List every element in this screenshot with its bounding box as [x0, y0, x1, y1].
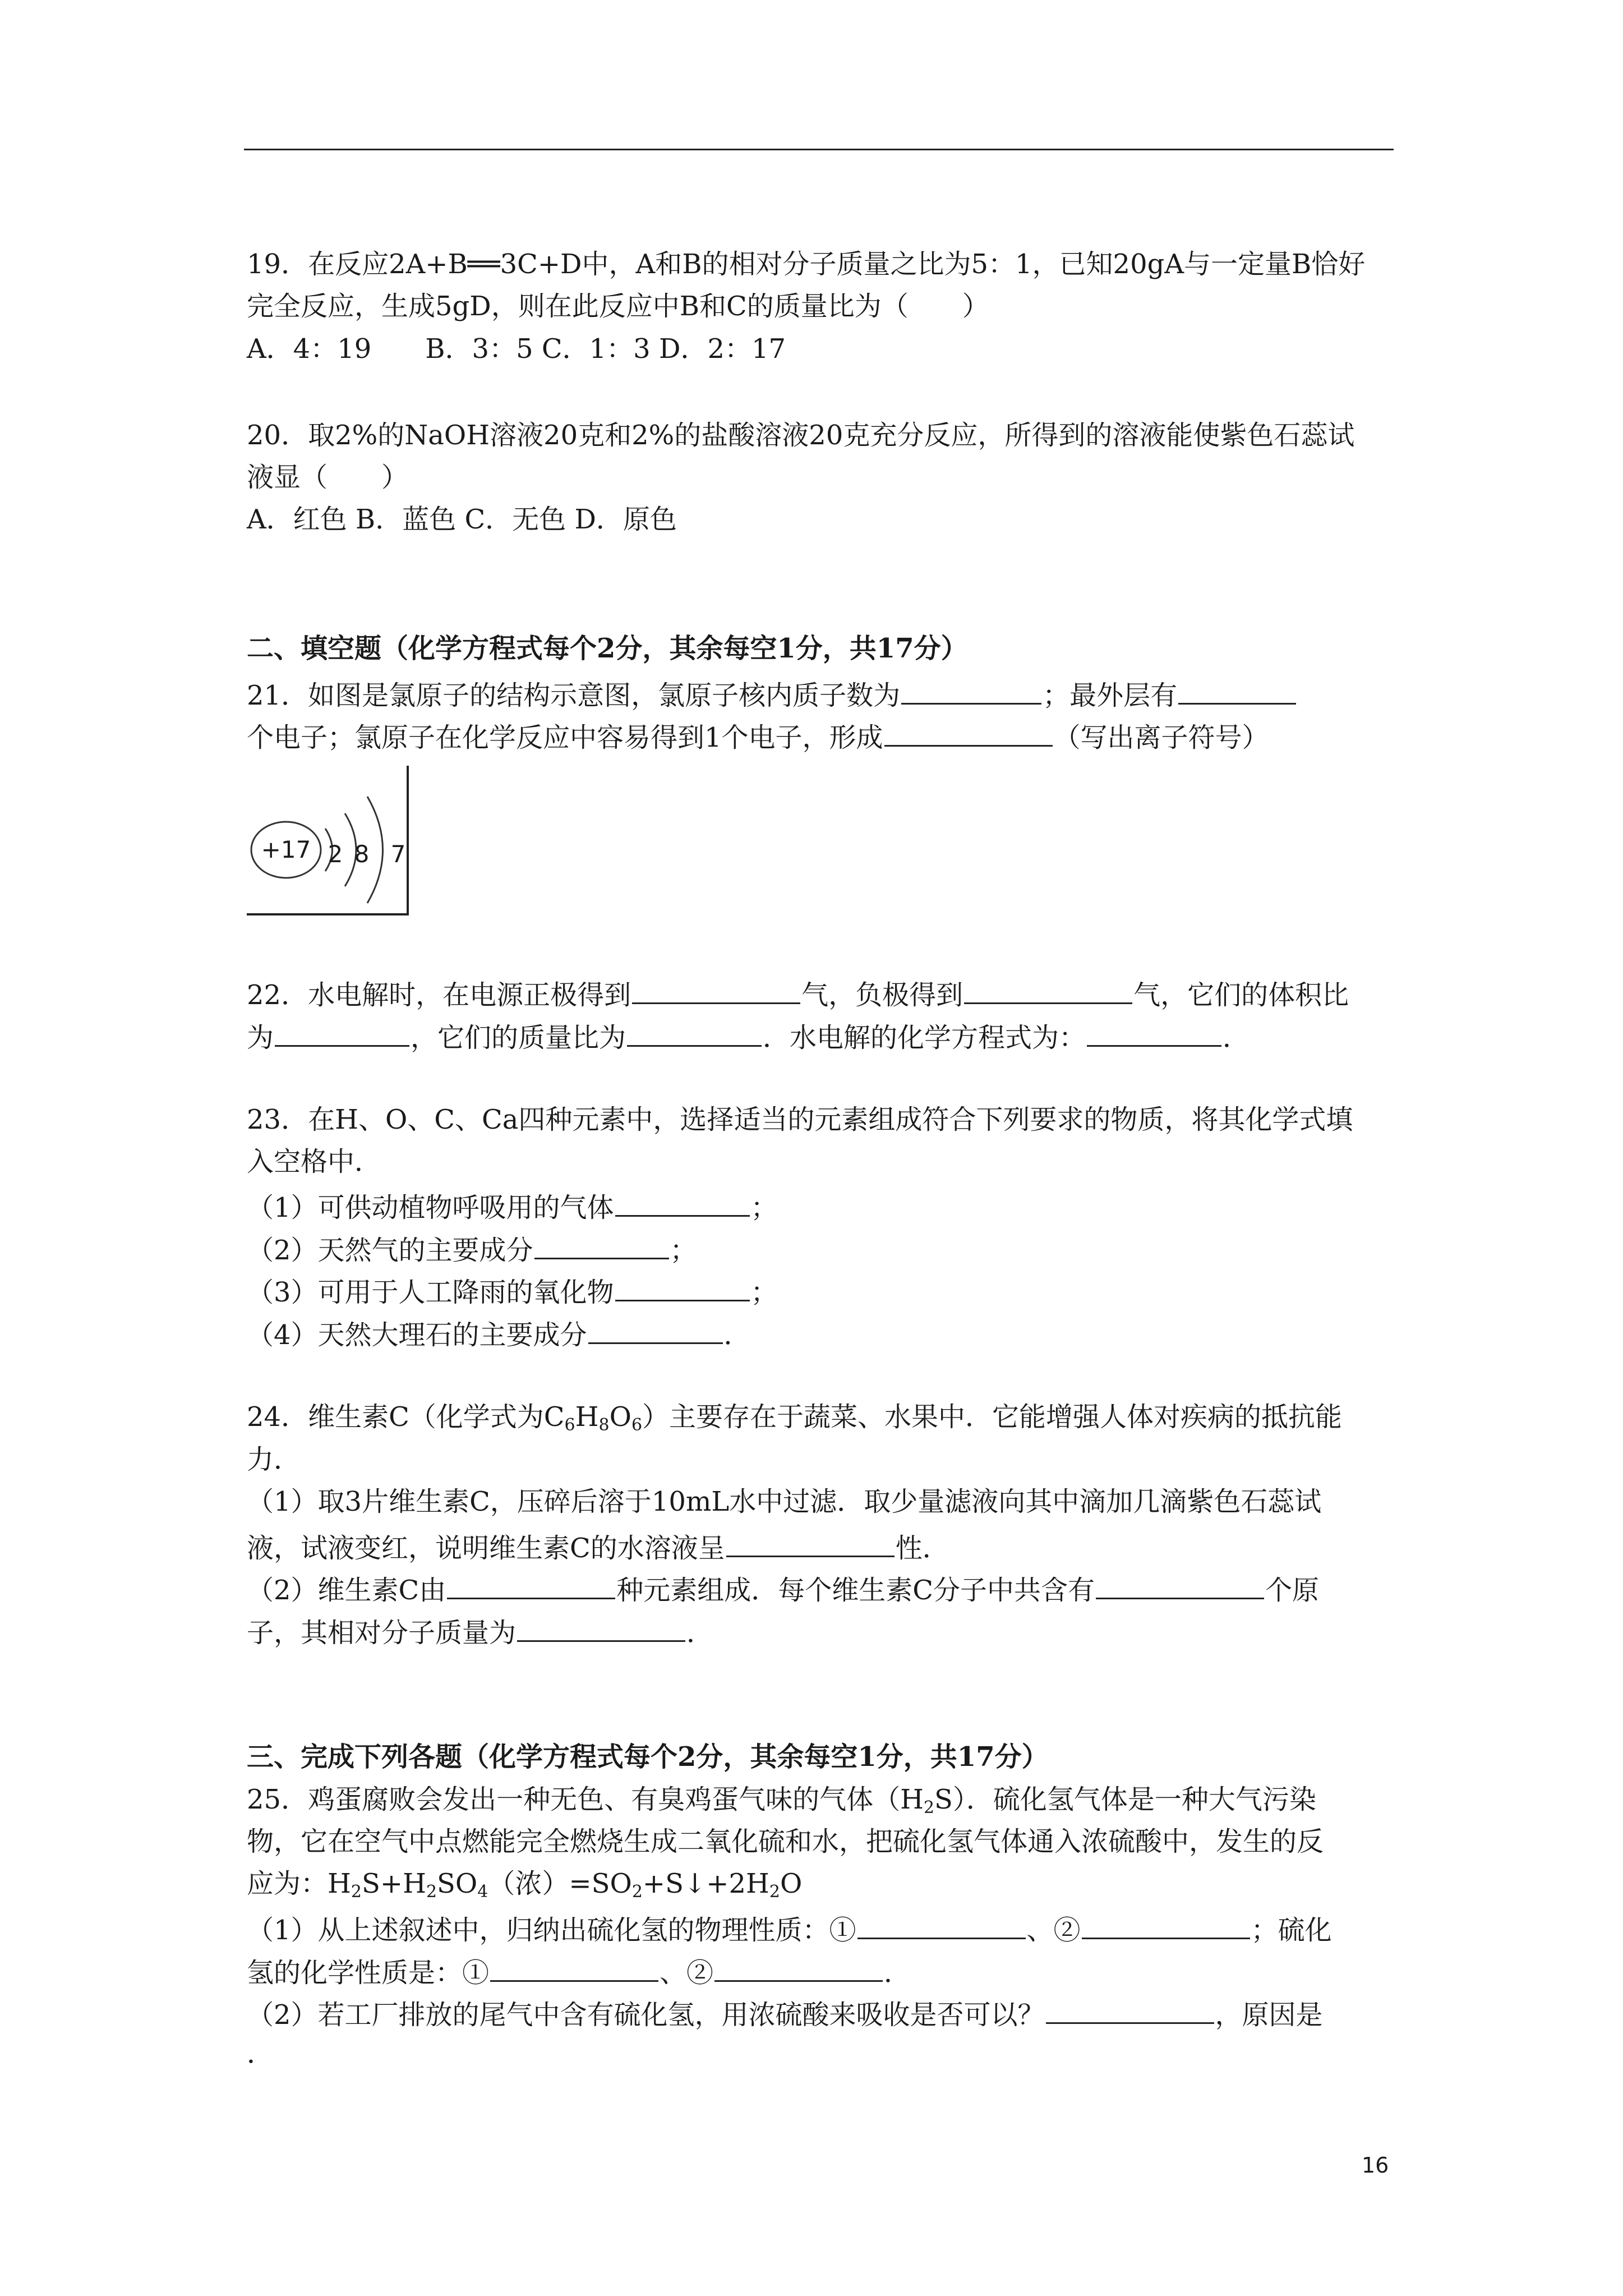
q22-blank-mass-ratio[interactable] [627, 1020, 762, 1047]
q25-sub-h2s: 2 [923, 1798, 935, 1818]
q20-line-1: 20．取2%的NaOH溶液20克和2%的盐酸溶液20克充分反应，所得到的溶液能使紫色石蕊试 [247, 420, 1355, 451]
q24-text-o: O [609, 1401, 631, 1433]
q22-blank-cathode-gas[interactable] [964, 978, 1132, 1004]
q22-line-1 [247, 978, 1349, 1009]
q23-item-4-end: ． [723, 1319, 751, 1351]
shell-2-electrons: 8 [354, 840, 370, 868]
q24-p1-line-1: （1）取3片维生素C，压碎后溶于10mL水中过滤．取少量滤液向其中滴加几滴紫色石蕊试 [247, 1486, 1322, 1517]
q25-text-b: S）．硫化氢气体是一种大气污染 [934, 1784, 1316, 1815]
q22-text-e: ，它们的质量比为 [411, 1022, 626, 1053]
q25-p1-text-b: 、② [1026, 1915, 1081, 1946]
q21-blank-protons[interactable] [901, 678, 1041, 705]
page-number: 16 [1362, 2153, 1389, 2178]
q25-p1-line-2 [247, 1955, 911, 1989]
q25-eq-c: SO [437, 1868, 478, 1899]
q24-text-a: 24．维生素C（化学式为C [247, 1401, 565, 1433]
q25-eq-s1: 2 [351, 1882, 362, 1902]
q24-sub-h: 8 [598, 1415, 610, 1435]
q19-line-1: 19．在反应2A+B══3C+D中，A和B的相对分子质量之比为5：1，已知20gA与一定量B恰好 [247, 249, 1366, 280]
q25-p1-text-d: 氢的化学性质是：① [247, 1957, 490, 1989]
q22-text-c: 气，它们的体积比 [1133, 979, 1349, 1011]
q24-sub-o: 6 [631, 1415, 643, 1435]
q24-blank-acidity[interactable] [726, 1531, 895, 1557]
q22-blank-volume-ratio[interactable] [275, 1020, 409, 1047]
section-3-heading: 三、完成下列各题（化学方程式每个2分，其余每空1分，共17分） [247, 1741, 1049, 1773]
q21-text-b: ；最外层有 [1043, 680, 1178, 711]
nucleus-charge: +17 [261, 836, 311, 863]
q24-p2-text-a: （2）维生素C由 [247, 1575, 446, 1606]
q23-blank-3[interactable] [615, 1275, 750, 1301]
q25-eq-s5: 2 [769, 1882, 780, 1902]
q23-line-2: 入空格中． [247, 1146, 382, 1177]
q23-item-2-text: （2）天然气的主要成分 [247, 1235, 533, 1266]
q23-blank-1[interactable] [615, 1190, 750, 1217]
q24-p2-text-b: 种元素组成．每个维生素C分子中共含有 [616, 1575, 1095, 1606]
q24-p2-text-d: 子，其相对分子质量为 [247, 1617, 517, 1649]
q23-item-2 [247, 1233, 697, 1264]
q24-p2-line-1 [247, 1573, 1319, 1604]
q21-text-a: 21．如图是氯原子的结构示意图，氯原子核内质子数为 [247, 680, 901, 711]
q24-p1-line-2 [247, 1531, 949, 1562]
q22-text-b: 气，负极得到 [801, 979, 963, 1011]
q24-sub-c: 6 [564, 1415, 575, 1435]
q25-p1-text-a: （1）从上述叙述中，归纳出硫化氢的物理性质：① [247, 1915, 856, 1946]
q25-eq-s3: 4 [477, 1882, 488, 1902]
q24-p2-text-c: 个原 [1265, 1575, 1320, 1606]
q24-text-b: ）主要存在于蔬菜、水果中．它能增强人体对疾病的抵抗能 [642, 1401, 1343, 1433]
q23-item-1 [247, 1190, 778, 1221]
q23-item-3 [247, 1275, 778, 1306]
q25-p1-text-f: ． [884, 1957, 911, 1989]
q23-line-1: 23．在H、O、C、Ca四种元素中，选择适当的元素组成符合下列要求的物质，将其化学式填 [247, 1104, 1353, 1135]
q23-item-4-text: （4）天然大理石的主要成分 [247, 1319, 587, 1351]
q22-line-2 [247, 1020, 1249, 1051]
q25-eq-f: O [780, 1868, 803, 1899]
shell-1-electrons: 2 [328, 840, 343, 868]
q22-blank-equation[interactable] [1087, 1020, 1221, 1047]
q25-p1-text-e: 、② [660, 1957, 714, 1989]
q25-eq-d: （浓）=SO [488, 1868, 632, 1899]
q24-p2-text-e: ． [686, 1617, 714, 1649]
q22-blank-anode-gas[interactable] [632, 978, 800, 1004]
q25-eq-s4: 2 [631, 1882, 643, 1902]
q25-line-2: 物，它在空气中点燃能完全燃烧生成二氧化硫和水，把硫化氢气体通入浓硫酸中，发生的反 [247, 1826, 1324, 1857]
q19-line-2: 完全反应，生成5gD，则在此反应中B和C的质量比为（ ） [247, 291, 989, 322]
q21-text-d: （写出离子符号） [1053, 722, 1269, 753]
q21-blank-outer-electrons[interactable] [1178, 678, 1296, 705]
q25-p2-text-b: ，原因是 [1215, 1999, 1323, 2031]
q21-text-c: 个电子；氯原子在化学反应中容易得到1个电子，形成 [247, 722, 883, 753]
q24-blank-molecular-mass[interactable] [517, 1616, 685, 1642]
q23-item-3-end: ； [750, 1277, 778, 1308]
q24-p1-text-b: 性． [895, 1533, 949, 1564]
q25-blank-chemical-2[interactable] [714, 1955, 883, 1982]
q22-text-f: ．水电解的化学方程式为： [763, 1022, 1086, 1053]
q25-p2-text-a: （2）若工厂排放的尾气中含有硫化氢，用浓硫酸来吸收是否可以？ [247, 1999, 1045, 2031]
q25-p1-line-1 [247, 1913, 1332, 1944]
q20-line-2: 液显（ ） [247, 462, 409, 493]
q23-item-3-text: （3）可用于人工降雨的氧化物 [247, 1277, 614, 1308]
q21-line-2 [247, 720, 1269, 751]
q25-p2-line-1 [247, 1998, 1323, 2031]
q24-p1-text-a: 液，试液变红，说明维生素C的水溶液呈 [247, 1533, 725, 1564]
q23-item-4 [247, 1318, 751, 1349]
q25-eq-s2: 2 [426, 1882, 437, 1902]
q25-blank-chemical-1[interactable] [490, 1955, 658, 1982]
q25-blank-feasibility[interactable] [1046, 1998, 1214, 2024]
q21-blank-ion-symbol[interactable] [884, 720, 1053, 747]
q21-line-1 [247, 678, 1297, 709]
q25-eq-b: S+H [361, 1868, 426, 1899]
q20-options: A．红色 B．蓝色 C．无色 D．原色 [247, 504, 677, 535]
q23-blank-4[interactable] [588, 1318, 723, 1344]
q25-p1-text-c: ；硫化 [1251, 1915, 1332, 1946]
q23-blank-2[interactable] [534, 1233, 669, 1259]
q25-equation-line [247, 1868, 803, 1902]
q25-eq-a: 应为：H [247, 1868, 351, 1899]
q24-line-2: 力． [247, 1444, 301, 1475]
q23-item-1-end: ； [750, 1192, 778, 1223]
section-2-heading: 二、填空题（化学方程式每个2分，其余每空1分，共17分） [247, 633, 968, 664]
shell-3-electrons: 7 [390, 840, 406, 868]
q24-text-h: H [575, 1401, 599, 1433]
q22-text-g: ． [1223, 1022, 1250, 1053]
q24-line-1 [247, 1401, 1343, 1435]
q24-blank-element-count[interactable] [447, 1573, 615, 1599]
q19-options: A．4：19 B．3：5 C．1：3 D．2：17 [247, 333, 786, 365]
q25-line-1 [247, 1784, 1316, 1818]
q25-eq-e: +S↓+2H [642, 1868, 769, 1899]
q25-text-a: 25．鸡蛋腐败会发出一种无色、有臭鸡蛋气味的气体（H [247, 1784, 924, 1815]
q24-p2-line-2 [247, 1616, 714, 1649]
q22-text-d: 为 [247, 1022, 274, 1053]
q25-blank-physical-1[interactable] [857, 1913, 1026, 1939]
q24-blank-atom-count[interactable] [1096, 1573, 1264, 1599]
chlorine-atom-diagram [247, 766, 415, 917]
q22-text-a: 22．水电解时，在电源正极得到 [247, 979, 631, 1011]
header-rule [244, 149, 1394, 150]
q23-item-2-end: ； [670, 1235, 697, 1266]
q25-p2-line-2: ． [247, 2038, 274, 2069]
q25-blank-physical-2[interactable] [1082, 1913, 1250, 1939]
q23-item-1-text: （1）可供动植物呼吸用的气体 [247, 1192, 614, 1223]
